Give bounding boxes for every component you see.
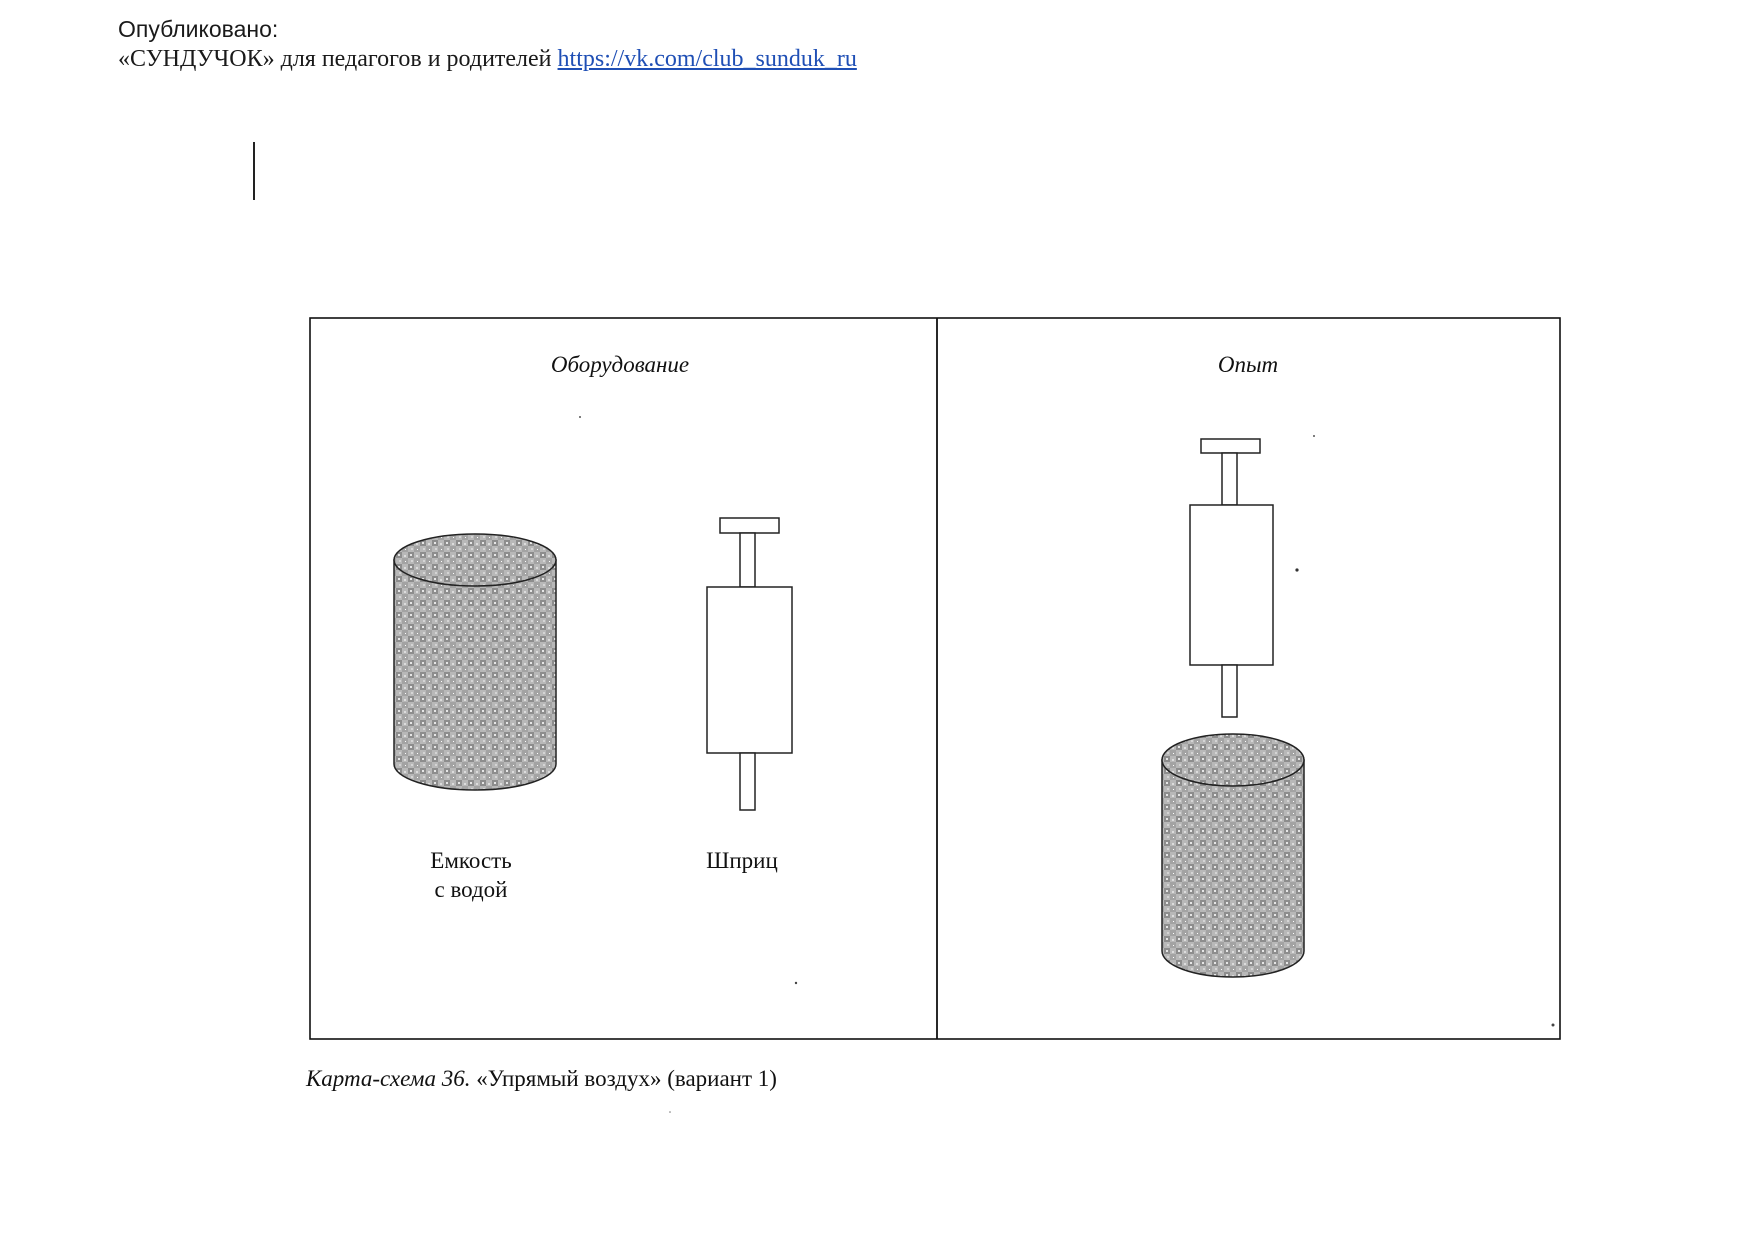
source-link[interactable]: https://vk.com/club_sunduk_ru: [557, 46, 857, 72]
scan-speck: [669, 1111, 671, 1113]
container-label-line1: Емкость: [430, 848, 512, 873]
container-label-line2: с водой: [434, 877, 508, 902]
scan-speck: [795, 982, 797, 984]
published-label: Опубликовано:: [118, 16, 279, 42]
panel-title-equipment: Оборудование: [550, 352, 690, 377]
scan-speck: [1295, 568, 1298, 571]
syringe-icon: [1190, 439, 1273, 717]
syringe-icon: [707, 518, 792, 810]
scan-speck: [1313, 435, 1315, 437]
container-label: [361, 846, 581, 904]
caption-prefix: Карта-схема 36.: [306, 1066, 471, 1091]
caption-text: «Упрямый воздух» (вариант 1): [476, 1066, 777, 1091]
syringe-label: Шприц: [706, 848, 778, 873]
scan-speck: [579, 416, 581, 418]
scan-speck: [1552, 1024, 1555, 1027]
container-with-water-icon: [1162, 734, 1304, 977]
figure-caption: [306, 1066, 777, 1092]
container-with-water-icon: [394, 534, 556, 790]
panel-title-experiment: Опыт: [1217, 352, 1279, 377]
source-text: «СУНДУЧОК» для педагогов и родителей: [118, 46, 552, 72]
